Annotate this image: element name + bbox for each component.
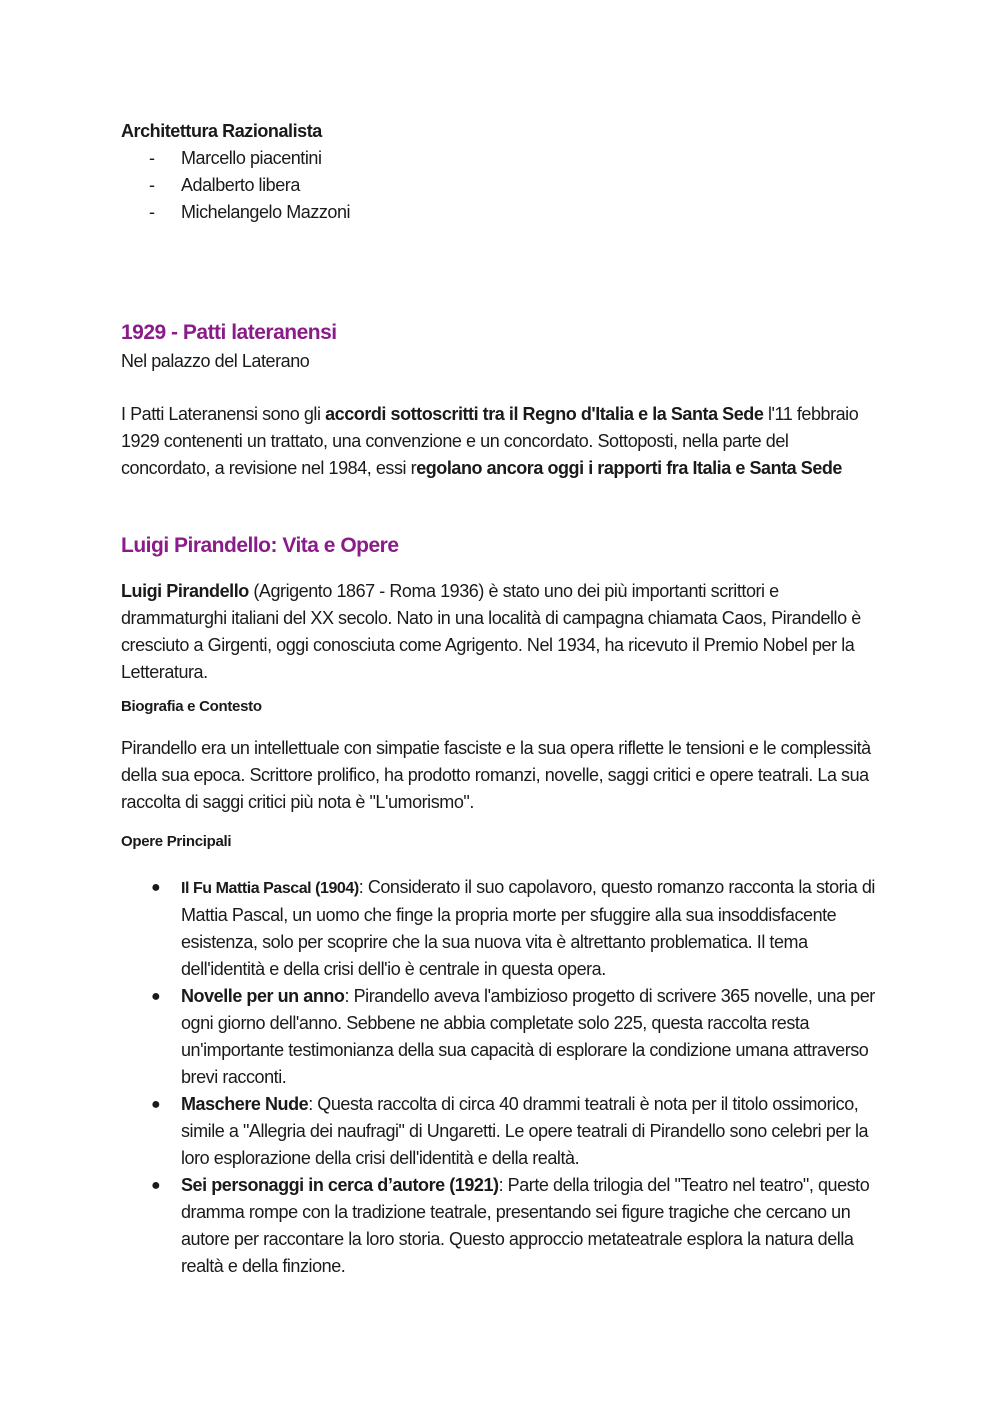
opere-list [121, 874, 881, 1280]
bullet-marker: ● [151, 1177, 161, 1194]
architetti-list [121, 145, 881, 226]
list-item: - Adalberto libera [121, 172, 881, 199]
document-body [121, 118, 881, 1280]
dash-marker: - [149, 148, 155, 168]
opere-heading: Opere Principali [121, 833, 232, 850]
list-item: ● Novelle per un anno: Pirandello aveva l'ambizioso progetto di scrivere 365 novelle, una per ogni giorno dell'anno. Sebbene ne abbia completate solo 225, questa raccolta resta un'importante testimonianza della sua capacità di esplorare la condizione umana attraverso brevi racconti. [121, 983, 881, 1091]
biografia-paragraph: Pirandello era un intellettuale con simpatie fasciste e la sua opera riflette le tensioni e le complessità della sua epoca. Scrittore prolifico, ha prodotto romanzi, novelle, saggi critici e opere teatrali. La sua raccolta di saggi critici più nota è "L'umorismo". [121, 738, 871, 812]
list-item: - Marcello piacentini [121, 145, 881, 172]
patti-paragraph: I Patti Lateranensi sono gli accordi sottoscritti tra il Regno d'Italia e la Santa Sede l'11 febbraio 1929 contenenti un trattato, una convenzione e un concordato. Sottoposti, nella parte del concordato, a revisione nel 1984, essi regolano ancora oggi i rapporti fra Italia e Santa Sede [121, 404, 859, 478]
dash-marker: - [149, 175, 155, 195]
pirandello-intro: Luigi Pirandello (Agrigento 1867 - Roma 1936) è stato uno dei più importanti scrittori e drammaturghi italiani del XX secolo. Nato in una località di campagna chiamata Caos, Pirandello è cresciuto a Girgenti, oggi conosciuta come Agrigento. Nel 1934, ha ricevuto il Premio Nobel per la Letteratura. [121, 581, 861, 682]
pirandello-heading: Luigi Pirandello: Vita e Opere [121, 534, 399, 557]
architettura-title: Architettura Razionalista [121, 121, 322, 141]
patti-subtitle: Nel palazzo del Laterano [121, 351, 310, 371]
dash-marker: - [149, 202, 155, 222]
bullet-marker: ● [151, 879, 161, 896]
list-item: ● Il Fu Mattia Pascal (1904): Considerato il suo capolavoro, questo romanzo racconta la storia di Mattia Pascal, un uomo che finge la propria morte per sfuggire alla sua insoddisfacente esistenza, solo per scoprire che la sua nuova vita è altrettanto problematica. Il tema dell'identità e della crisi dell'io è centrale in questa opera. [121, 874, 881, 983]
list-item: - Michelangelo Mazzoni [121, 199, 881, 226]
list-item: ● Sei personaggi in cerca d’autore (1921): Parte della trilogia del "Teatro nel teatro", questo dramma rompe con la tradizione teatrale, presentando sei figure tragiche che cercano un autore per raccontare la loro storia. Questo approccio metateatrale esplora la natura della realtà e della finzione. [121, 1172, 881, 1280]
bullet-marker: ● [151, 1096, 161, 1113]
list-item: ● Maschere Nude: Questa raccolta di circa 40 drammi teatrali è nota per il titolo ossimorico, simile a "Allegria dei naufragi" di Ungaretti. Le opere teatrali di Pirandello sono celebri per la loro esplorazione della crisi dell'identità e della realtà. [121, 1091, 881, 1172]
patti-heading: 1929 - Patti lateranensi [121, 321, 337, 344]
bullet-marker: ● [151, 988, 161, 1005]
biografia-heading: Biografia e Contesto [121, 698, 262, 715]
